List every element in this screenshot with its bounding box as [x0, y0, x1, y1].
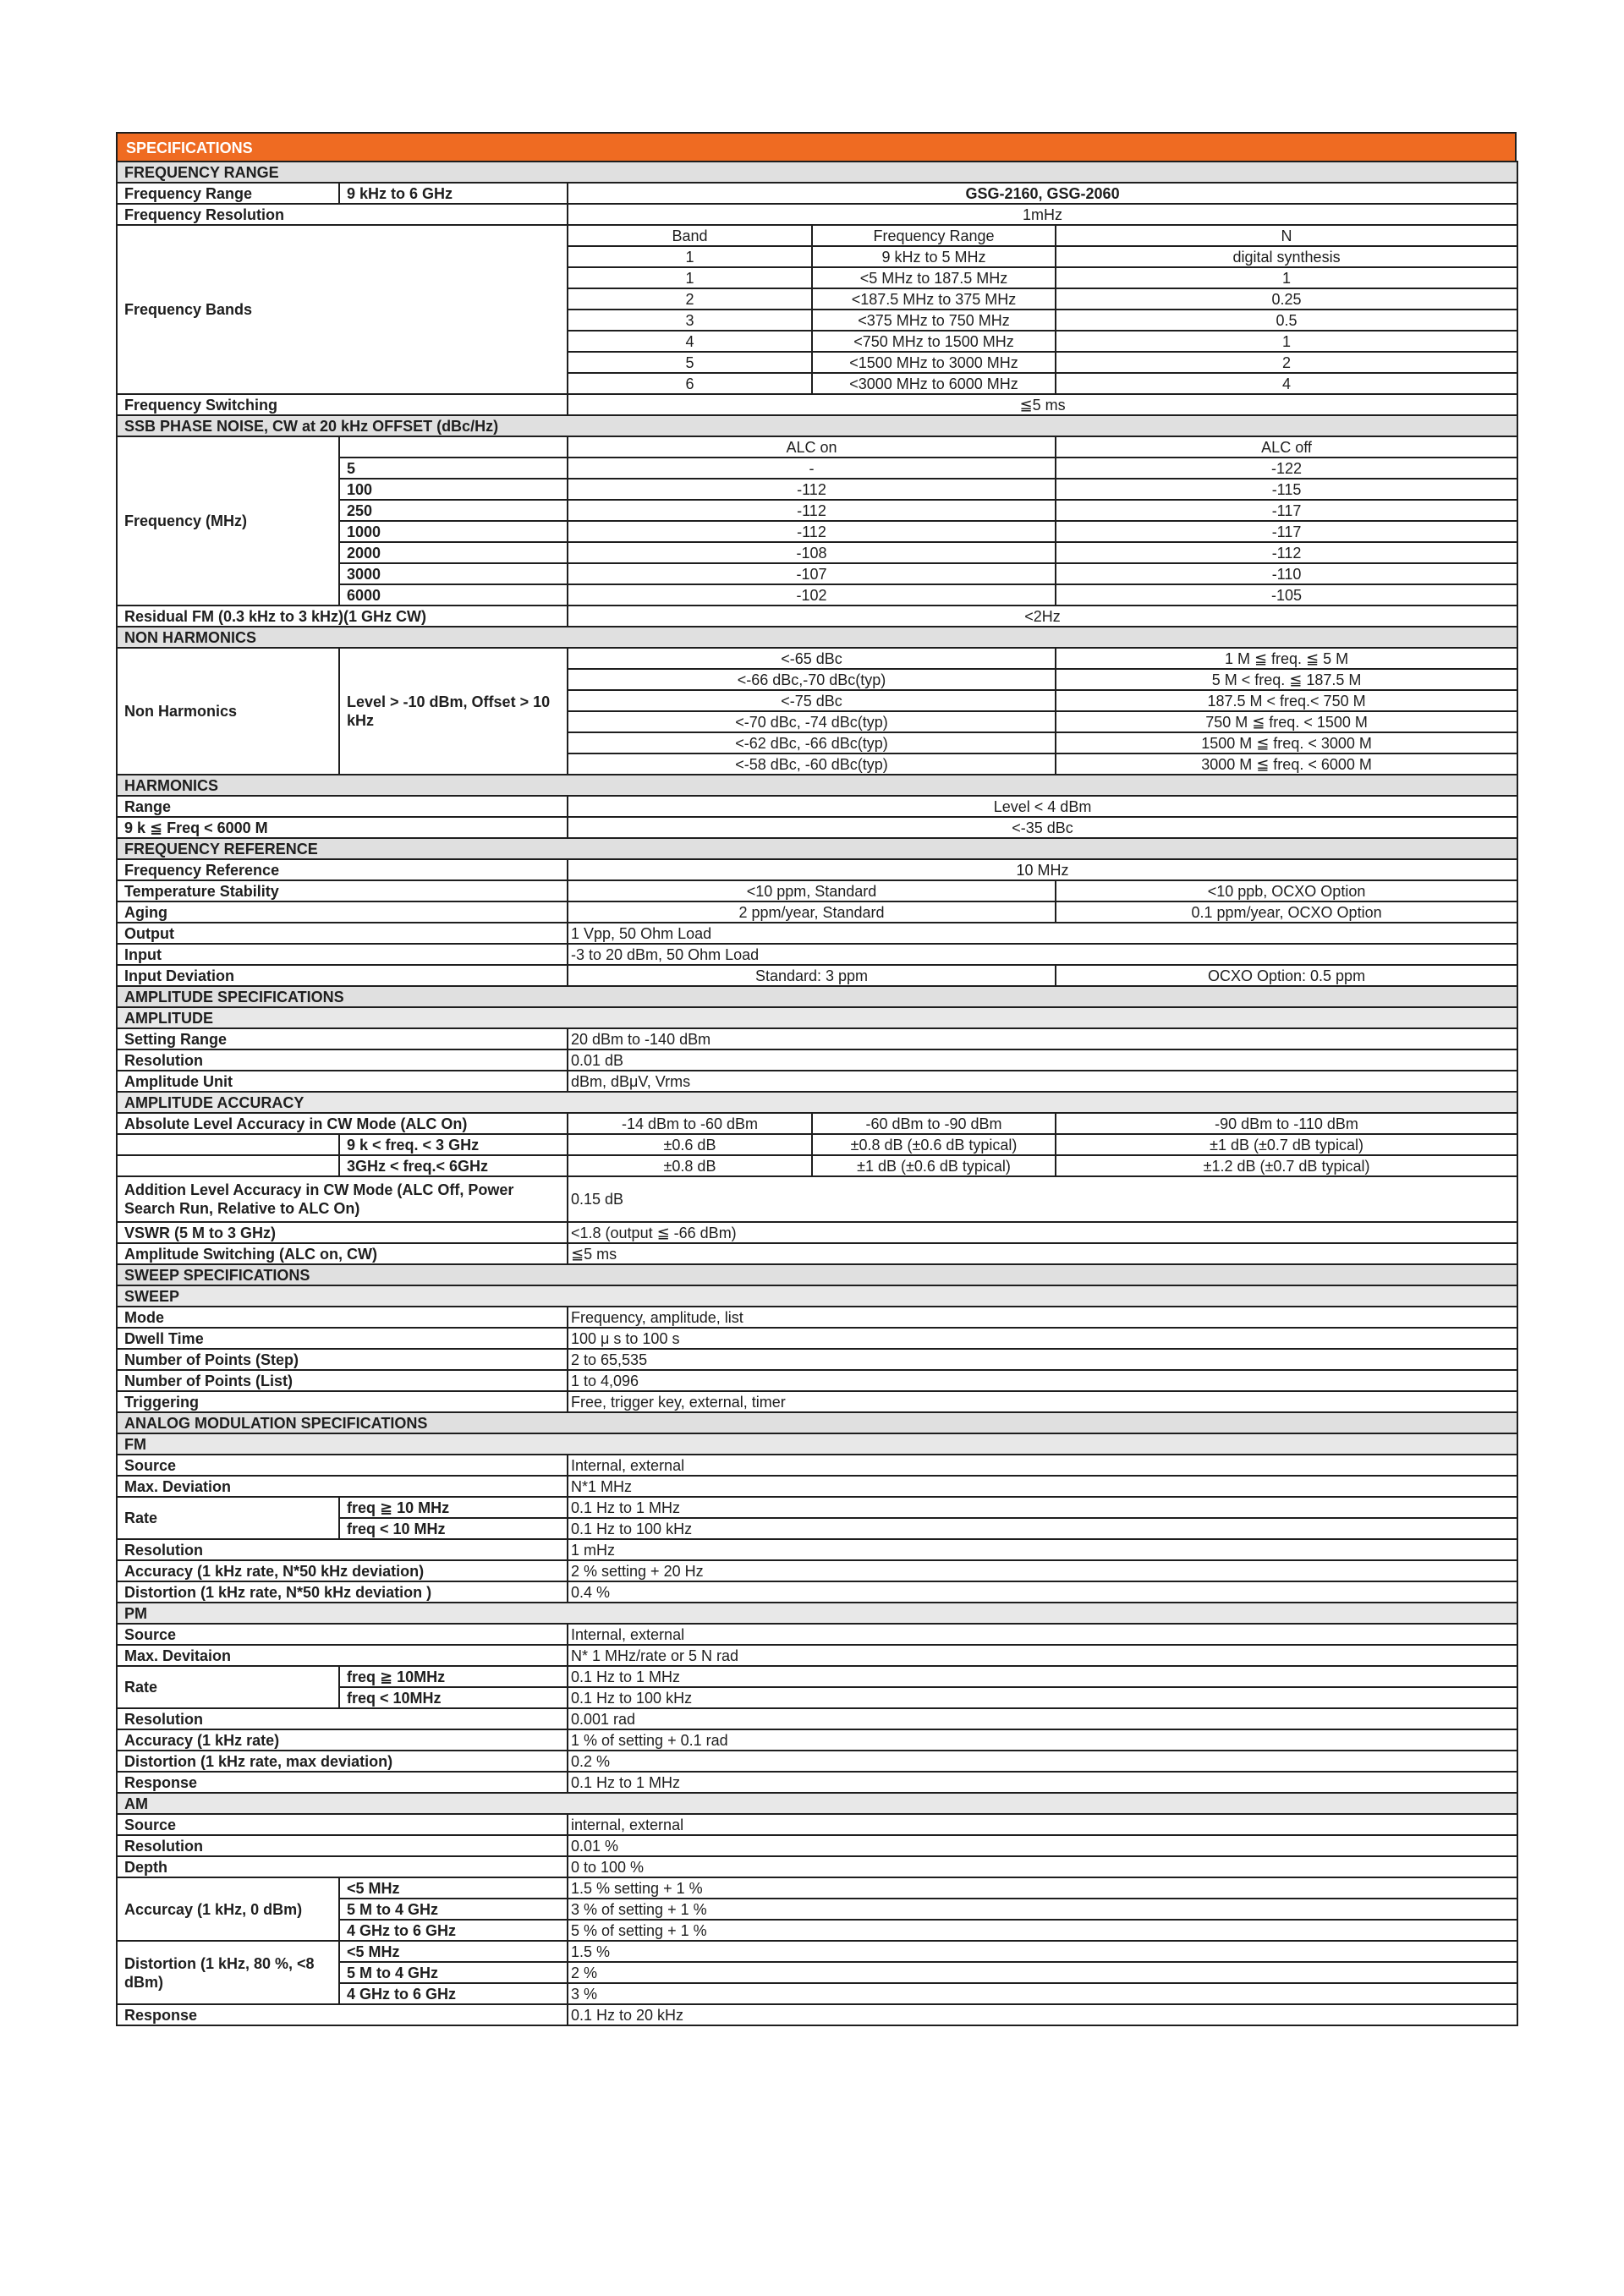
spec-value: N* 1 MHz/rate or 5 N rad: [568, 1645, 1517, 1666]
spec-label: 5 M to 4 GHz: [339, 1962, 568, 1983]
spec-value: 0.1 Hz to 1 MHz: [568, 1666, 1517, 1687]
spec-label: 9 k < freq. < 3 GHz: [339, 1134, 568, 1155]
spec-label: Distortion (1 kHz rate, max deviation): [117, 1751, 568, 1772]
empty-cell: [339, 436, 568, 458]
spec-table: [116, 161, 1518, 2026]
table-row: [117, 838, 1517, 859]
spec-value: 1.5 %: [568, 1941, 1517, 1962]
spec-label: 2000: [339, 542, 568, 563]
spec-value: ±1.2 dB (±0.7 dB typical): [1056, 1155, 1517, 1176]
spec-value: 1: [1056, 267, 1517, 288]
spec-value: 0.2 %: [568, 1751, 1517, 1772]
spec-value: <10 ppb, OCXO Option: [1056, 880, 1517, 901]
spec-value: ≦5 ms: [568, 394, 1517, 415]
table-row: [117, 1433, 1517, 1455]
spec-label: Input Deviation: [117, 965, 568, 986]
table-row: [117, 986, 1517, 1007]
spec-value: digital synthesis: [1056, 246, 1517, 267]
spec-label: Rate: [117, 1666, 339, 1708]
spec-value: Band: [568, 225, 812, 246]
spec-value: -112: [568, 500, 1056, 521]
spec-value: ±0.8 dB: [568, 1155, 812, 1176]
spec-value: <187.5 MHz to 375 MHz: [812, 288, 1056, 310]
spec-value: <3000 MHz to 6000 MHz: [812, 373, 1056, 394]
table-row: [117, 1835, 1517, 1856]
table-row: [117, 648, 1517, 669]
spec-value: 1: [568, 267, 812, 288]
spec-value: 0.1 Hz to 20 kHz: [568, 2004, 1517, 2025]
spec-label: 4 GHz to 6 GHz: [339, 1983, 568, 2004]
spec-value: 2 %: [568, 1962, 1517, 1983]
table-row: [117, 1455, 1517, 1476]
spec-value: 1 M ≦ freq. ≦ 5 M: [1056, 648, 1517, 669]
spec-label: Addition Level Accuracy in CW Mode (ALC Off, Power Search Run, Relative to ALC On): [117, 1176, 568, 1222]
spec-value: dBm, dBμV, Vrms: [568, 1071, 1517, 1092]
spec-label: Number of Points (Step): [117, 1349, 568, 1370]
spec-value: 1mHz: [568, 204, 1517, 225]
spec-label: Frequency Switching: [117, 394, 568, 415]
spec-value: -110: [1056, 563, 1517, 584]
spec-label: 100: [339, 479, 568, 500]
spec-value: 0 to 100 %: [568, 1856, 1517, 1877]
spec-label: Dwell Time: [117, 1328, 568, 1349]
table-row: [117, 965, 1517, 986]
spec-label: <5 MHz: [339, 1941, 568, 1962]
table-row: [117, 1328, 1517, 1349]
spec-label: Output: [117, 923, 568, 944]
spec-value: <-75 dBc: [568, 690, 1056, 711]
table-row: [117, 817, 1517, 838]
table-row: [117, 1222, 1517, 1243]
spec-value: Standard: 3 ppm: [568, 965, 1056, 986]
section-heading: FREQUENCY RANGE: [117, 162, 1517, 183]
spec-label: 250: [339, 500, 568, 521]
table-row: [117, 225, 1517, 246]
spec-value: -112: [1056, 542, 1517, 563]
table-row: [117, 1581, 1517, 1603]
table-row: [117, 1814, 1517, 1835]
spec-value: N: [1056, 225, 1517, 246]
spec-value: <1500 MHz to 3000 MHz: [812, 352, 1056, 373]
spec-value: 2 to 65,535: [568, 1349, 1517, 1370]
spec-label: Max. Devitaion: [117, 1645, 568, 1666]
table-row: [117, 1497, 1517, 1518]
table-row: [117, 1092, 1517, 1113]
spec-label: 1000: [339, 521, 568, 542]
table-row: [117, 859, 1517, 880]
spec-value: 0.001 rad: [568, 1708, 1517, 1729]
table-row: [117, 1176, 1517, 1222]
section-heading: ANALOG MODULATION SPECIFICATIONS: [117, 1412, 1517, 1433]
specifications-banner: SPECIFICATIONS: [116, 132, 1517, 161]
spec-value: 1.5 % setting + 1 %: [568, 1877, 1517, 1899]
spec-value: 2: [568, 288, 812, 310]
spec-value: <-65 dBc: [568, 648, 1056, 669]
spec-value: 9 kHz to 5 MHz: [812, 246, 1056, 267]
table-row: [117, 1412, 1517, 1433]
table-row: [117, 606, 1517, 627]
spec-value: -115: [1056, 479, 1517, 500]
spec-value: Internal, external: [568, 1624, 1517, 1645]
table-row: [117, 1307, 1517, 1328]
spec-value: -60 dBm to -90 dBm: [812, 1113, 1056, 1134]
table-row: [117, 1155, 1517, 1176]
spec-value: <-62 dBc, -66 dBc(typ): [568, 732, 1056, 753]
spec-value: 10 MHz: [568, 859, 1517, 880]
table-row: [117, 162, 1517, 183]
spec-value: 0.4 %: [568, 1581, 1517, 1603]
spec-value: -107: [568, 563, 1056, 584]
table-row: [117, 627, 1517, 648]
table-row: [117, 1370, 1517, 1391]
table-row: [117, 1877, 1517, 1899]
spec-value: 5 % of setting + 1 %: [568, 1920, 1517, 1941]
spec-value: <1.8 (output ≦ -66 dBm): [568, 1222, 1517, 1243]
spec-value: ALC on: [568, 436, 1056, 458]
spec-value: 2 ppm/year, Standard: [568, 901, 1056, 923]
table-row: [117, 1751, 1517, 1772]
spec-value: 6: [568, 373, 812, 394]
table-row: [117, 204, 1517, 225]
table-row: [117, 1666, 1517, 1687]
table-row: [117, 1560, 1517, 1581]
spec-value: <750 MHz to 1500 MHz: [812, 331, 1056, 352]
spec-label: Setting Range: [117, 1028, 568, 1049]
subsection-heading: AM: [117, 1793, 1517, 1814]
spec-label: Accurcay (1 kHz, 0 dBm): [117, 1877, 339, 1941]
table-row: [117, 436, 1517, 458]
spec-value: 2: [1056, 352, 1517, 373]
spec-label: Accuracy (1 kHz rate, N*50 kHz deviation): [117, 1560, 568, 1581]
spec-value: -117: [1056, 500, 1517, 521]
subsection-heading: SWEEP: [117, 1285, 1517, 1307]
spec-value: Frequency Range: [812, 225, 1056, 246]
table-row: [117, 796, 1517, 817]
spec-label: Source: [117, 1624, 568, 1645]
section-heading: SWEEP SPECIFICATIONS: [117, 1264, 1517, 1285]
spec-value: 1500 M ≦ freq. < 3000 M: [1056, 732, 1517, 753]
spec-value: ALC off: [1056, 436, 1517, 458]
spec-value: -112: [568, 479, 1056, 500]
spec-value: ±1 dB (±0.6 dB typical): [812, 1155, 1056, 1176]
spec-value: 1: [568, 246, 812, 267]
table-row: [117, 1285, 1517, 1307]
spec-value: N*1 MHz: [568, 1476, 1517, 1497]
spec-value: ≦5 ms: [568, 1243, 1517, 1264]
spec-value: -105: [1056, 584, 1517, 606]
spec-label: Range: [117, 796, 568, 817]
spec-label: 4 GHz to 6 GHz: [339, 1920, 568, 1941]
spec-label: freq < 10MHz: [339, 1687, 568, 1708]
spec-label: Rate: [117, 1497, 339, 1539]
spec-label: freq ≧ 10 MHz: [339, 1497, 568, 1518]
spec-value: <-58 dBc, -60 dBc(typ): [568, 753, 1056, 775]
table-row: [117, 1049, 1517, 1071]
table-row: [117, 1007, 1517, 1028]
spec-label: 9 k ≦ Freq < 6000 M: [117, 817, 568, 838]
spec-value: <-70 dBc, -74 dBc(typ): [568, 711, 1056, 732]
spec-value: Internal, external: [568, 1455, 1517, 1476]
spec-value: -112: [568, 521, 1056, 542]
spec-value: 0.01 %: [568, 1835, 1517, 1856]
spec-value: -: [568, 458, 1056, 479]
table-row: [117, 880, 1517, 901]
spec-value: -122: [1056, 458, 1517, 479]
spec-value: 0.1 Hz to 1 MHz: [568, 1497, 1517, 1518]
spec-label: Frequency Reference: [117, 859, 568, 880]
spec-value: -14 dBm to -60 dBm: [568, 1113, 812, 1134]
spec-label: Non Harmonics: [117, 648, 339, 775]
spec-label: 6000: [339, 584, 568, 606]
subsection-heading: PM: [117, 1603, 1517, 1624]
spec-label: VSWR (5 M to 3 GHz): [117, 1222, 568, 1243]
spec-value: 0.1 Hz to 100 kHz: [568, 1518, 1517, 1539]
section-heading: HARMONICS: [117, 775, 1517, 796]
spec-value: 0.1 Hz to 1 MHz: [568, 1772, 1517, 1793]
spec-label: Input: [117, 944, 568, 965]
spec-label: Source: [117, 1455, 568, 1476]
table-row: [117, 1645, 1517, 1666]
spec-value: 0.1 ppm/year, OCXO Option: [1056, 901, 1517, 923]
table-row: [117, 1113, 1517, 1134]
spec-value: 0.5: [1056, 310, 1517, 331]
spec-label: Number of Points (List): [117, 1370, 568, 1391]
spec-value: 0.01 dB: [568, 1049, 1517, 1071]
table-row: [117, 775, 1517, 796]
spec-value: 0.25: [1056, 288, 1517, 310]
spec-label: Frequency Bands: [117, 225, 568, 394]
table-row: [117, 415, 1517, 436]
table-row: [117, 1941, 1517, 1962]
table-row: [117, 901, 1517, 923]
spec-label: 5: [339, 458, 568, 479]
spec-value: 4: [568, 331, 812, 352]
spec-value: ±0.6 dB: [568, 1134, 812, 1155]
spec-value: 2 % setting + 20 Hz: [568, 1560, 1517, 1581]
spec-value: <-35 dBc: [568, 817, 1517, 838]
table-row: [117, 944, 1517, 965]
spec-label: 3GHz < freq.< 6GHz: [339, 1155, 568, 1176]
table-row: [117, 394, 1517, 415]
table-row: [117, 1708, 1517, 1729]
model-names: GSG-2160, GSG-2060: [568, 183, 1517, 204]
subsection-heading: FM: [117, 1433, 1517, 1455]
spec-label: Frequency Resolution: [117, 204, 568, 225]
spec-value: ±1 dB (±0.7 dB typical): [1056, 1134, 1517, 1155]
spec-value: <-66 dBc,-70 dBc(typ): [568, 669, 1056, 690]
spec-value: Frequency, amplitude, list: [568, 1307, 1517, 1328]
spec-value: 5: [568, 352, 812, 373]
spec-label: <5 MHz: [339, 1877, 568, 1899]
table-row: [117, 1603, 1517, 1624]
subsection-heading: AMPLITUDE ACCURACY: [117, 1092, 1517, 1113]
spec-label: 9 kHz to 6 GHz: [339, 183, 568, 204]
spec-label: Absolute Level Accuracy in CW Mode (ALC On): [117, 1113, 568, 1134]
spec-value: internal, external: [568, 1814, 1517, 1835]
spec-value: 1 to 4,096: [568, 1370, 1517, 1391]
table-row: [117, 183, 1517, 204]
spec-value: 3 % of setting + 1 %: [568, 1899, 1517, 1920]
spec-label: Amplitude Unit: [117, 1071, 568, 1092]
table-row: [117, 1243, 1517, 1264]
empty-cell: [117, 1134, 339, 1155]
empty-cell: [117, 1155, 339, 1176]
spec-value: <5 MHz to 187.5 MHz: [812, 267, 1056, 288]
spec-label: Resolution: [117, 1708, 568, 1729]
spec-value: -117: [1056, 521, 1517, 542]
spec-label: Mode: [117, 1307, 568, 1328]
spec-label: 3000: [339, 563, 568, 584]
spec-label: Distortion (1 kHz rate, N*50 kHz deviation ): [117, 1581, 568, 1603]
spec-label: Residual FM (0.3 kHz to 3 kHz)(1 GHz CW): [117, 606, 568, 627]
spec-value: -3 to 20 dBm, 50 Ohm Load: [568, 944, 1517, 965]
spec-label: Resolution: [117, 1539, 568, 1560]
spec-label: Amplitude Switching (ALC on, CW): [117, 1243, 568, 1264]
table-row: [117, 1624, 1517, 1645]
spec-value: OCXO Option: 0.5 ppm: [1056, 965, 1517, 986]
spec-value: Free, trigger key, external, timer: [568, 1391, 1517, 1412]
spec-label: Resolution: [117, 1049, 568, 1071]
table-row: [117, 923, 1517, 944]
spec-value: 0.1 Hz to 100 kHz: [568, 1687, 1517, 1708]
spec-label: Depth: [117, 1856, 568, 1877]
table-row: [117, 1856, 1517, 1877]
spec-label: Response: [117, 2004, 568, 2025]
spec-label: Max. Deviation: [117, 1476, 568, 1497]
spec-label: Aging: [117, 901, 568, 923]
spec-value: 750 M ≦ freq. < 1500 M: [1056, 711, 1517, 732]
spec-value: 1 Vpp, 50 Ohm Load: [568, 923, 1517, 944]
table-row: [117, 1772, 1517, 1793]
spec-value: -90 dBm to -110 dBm: [1056, 1113, 1517, 1134]
spec-label: Accuracy (1 kHz rate): [117, 1729, 568, 1751]
table-row: [117, 2004, 1517, 2025]
table-row: [117, 1134, 1517, 1155]
condition-label: Level > -10 dBm, Offset > 10 kHz: [339, 648, 568, 775]
section-heading: SSB PHASE NOISE, CW at 20 kHz OFFSET (dBc/Hz): [117, 415, 1517, 436]
spec-value: Level < 4 dBm: [568, 796, 1517, 817]
spec-value: 3000 M ≦ freq. < 6000 M: [1056, 753, 1517, 775]
spec-label: freq < 10 MHz: [339, 1518, 568, 1539]
spec-value: 0.15 dB: [568, 1176, 1517, 1222]
spec-label: Frequency (MHz): [117, 436, 339, 606]
spec-value: -102: [568, 584, 1056, 606]
spec-value: 1: [1056, 331, 1517, 352]
spec-value: 3: [568, 310, 812, 331]
spec-label: Resolution: [117, 1835, 568, 1856]
spec-value: 1 % of setting + 0.1 rad: [568, 1729, 1517, 1751]
spec-label: Temperature Stability: [117, 880, 568, 901]
section-heading: FREQUENCY REFERENCE: [117, 838, 1517, 859]
table-row: [117, 1793, 1517, 1814]
table-row: [117, 1729, 1517, 1751]
spec-value: -108: [568, 542, 1056, 563]
spec-label: freq ≧ 10MHz: [339, 1666, 568, 1687]
spec-sheet: [116, 132, 1517, 2026]
spec-label: 5 M to 4 GHz: [339, 1899, 568, 1920]
spec-value: 100 μ s to 100 s: [568, 1328, 1517, 1349]
spec-value: ±0.8 dB (±0.6 dB typical): [812, 1134, 1056, 1155]
spec-label: Source: [117, 1814, 568, 1835]
spec-label: Distortion (1 kHz, 80 %, <8 dBm): [117, 1941, 339, 2004]
table-row: [117, 1476, 1517, 1497]
table-row: [117, 1539, 1517, 1560]
table-row: [117, 1391, 1517, 1412]
spec-label: Frequency Range: [117, 183, 339, 204]
spec-value: <2Hz: [568, 606, 1517, 627]
spec-value: 187.5 M < freq.< 750 M: [1056, 690, 1517, 711]
table-row: [117, 1264, 1517, 1285]
spec-label: Response: [117, 1772, 568, 1793]
spec-label: Triggering: [117, 1391, 568, 1412]
subsection-heading: AMPLITUDE: [117, 1007, 1517, 1028]
table-row: [117, 1071, 1517, 1092]
spec-value: 5 M < freq. ≦ 187.5 M: [1056, 669, 1517, 690]
section-heading: AMPLITUDE SPECIFICATIONS: [117, 986, 1517, 1007]
spec-value: 1 mHz: [568, 1539, 1517, 1560]
spec-value: 20 dBm to -140 dBm: [568, 1028, 1517, 1049]
table-row: [117, 1349, 1517, 1370]
spec-value: <375 MHz to 750 MHz: [812, 310, 1056, 331]
spec-value: <10 ppm, Standard: [568, 880, 1056, 901]
spec-value: 3 %: [568, 1983, 1517, 2004]
section-heading: NON HARMONICS: [117, 627, 1517, 648]
table-row: [117, 1028, 1517, 1049]
spec-value: 4: [1056, 373, 1517, 394]
